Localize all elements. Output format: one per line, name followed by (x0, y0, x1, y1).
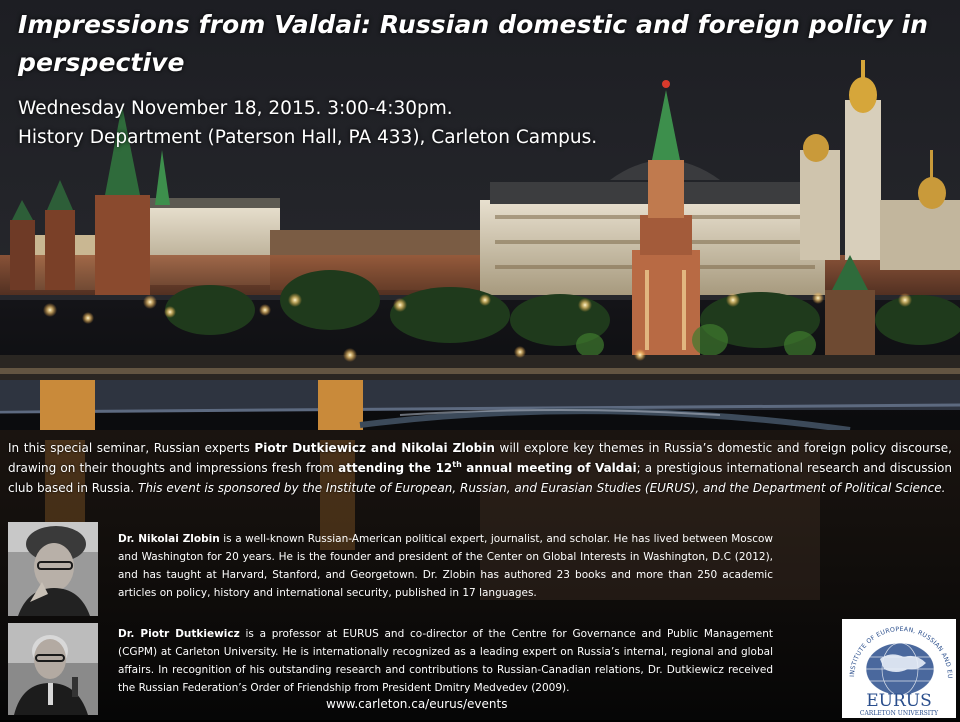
zlobin-bio-text: is a well-known Russian-American political expert, journalist, and scholar. He has lived between Moscow and Washington for 20 years. He is the founder and president of the Center on Global Interests in Washington, D.C (2012), and has taught at Harvard, Stanford, and Georgetown. Dr. Zlobin has authored 23 books and more than 250 academic articles on policy, history and international security, published in 17 languages. (118, 533, 773, 599)
event-date: Wednesday November 18, 2015. 3:00-4:30pm. (18, 98, 453, 119)
events-url[interactable]: www.carleton.ca/eurus/events (326, 697, 508, 711)
intro-sponsor: This event is sponsored by the Institute of European, Russian, and Eurasian Studies (EURUS), and the Department of Political Science. (137, 481, 946, 495)
dutkiewicz-bio-text: is a professor at EURUS and co-director of the Centre for Governance and Public Management (CGPM) at Carleton University. He is internationally recognized as a leading expert on Russia’s internal, regional and global affairs. In recognition of his outstanding research and contributions to Russian-Canadian relations, Dr. Dutkiewicz received the Russian Federation’s Order of Friendship from President Dmitry Medvedev (2009). (118, 628, 774, 694)
eurus-logo (842, 619, 956, 718)
intro-text-2: will explore key themes in Russia’s domestic and foreign policy discourse, drawing on their thoughts and impressions fresh from (8, 441, 952, 475)
intro-paragraph (8, 438, 952, 498)
zlobin-portrait (8, 522, 98, 616)
logo-arc-text: INSTITUTE OF EUROPEAN, RUSSIAN AND EU (848, 625, 954, 679)
event-location: History Department (Paterson Hall, PA 433), Carleton Campus. (18, 127, 598, 148)
intro-meeting-a: attending the 12 (338, 461, 453, 475)
dutkiewicz-name: Dr. Piotr Dutkiewicz (118, 628, 240, 640)
zlobin-bio (118, 530, 773, 602)
dutkiewicz-photo-icon (8, 623, 98, 715)
event-title: Impressions from Valdai: Russian domestic and foreign policy in perspective (18, 10, 929, 77)
logo-name: EURUS (866, 691, 932, 711)
intro-text-3: ; a prestigious international research and discussion club based in Russia. (8, 461, 952, 495)
dutkiewicz-portrait (8, 623, 98, 715)
intro-text-1: In this special seminar, Russian experts (8, 441, 255, 455)
zlobin-photo-icon (8, 522, 98, 616)
eurus-globe-icon (842, 619, 956, 718)
zlobin-name: Dr. Nikolai Zlobin (118, 533, 220, 545)
dutkiewicz-bio (118, 625, 773, 697)
intro-meeting-b: annual meeting of Valdai (461, 461, 637, 475)
logo-university: CARLETON UNIVERSITY (859, 710, 939, 717)
intro-speakers: Piotr Dutkiewicz and Nikolai Zlobin (254, 441, 495, 455)
intro-meeting-sup: th (452, 460, 462, 469)
intro-meeting (338, 461, 637, 475)
